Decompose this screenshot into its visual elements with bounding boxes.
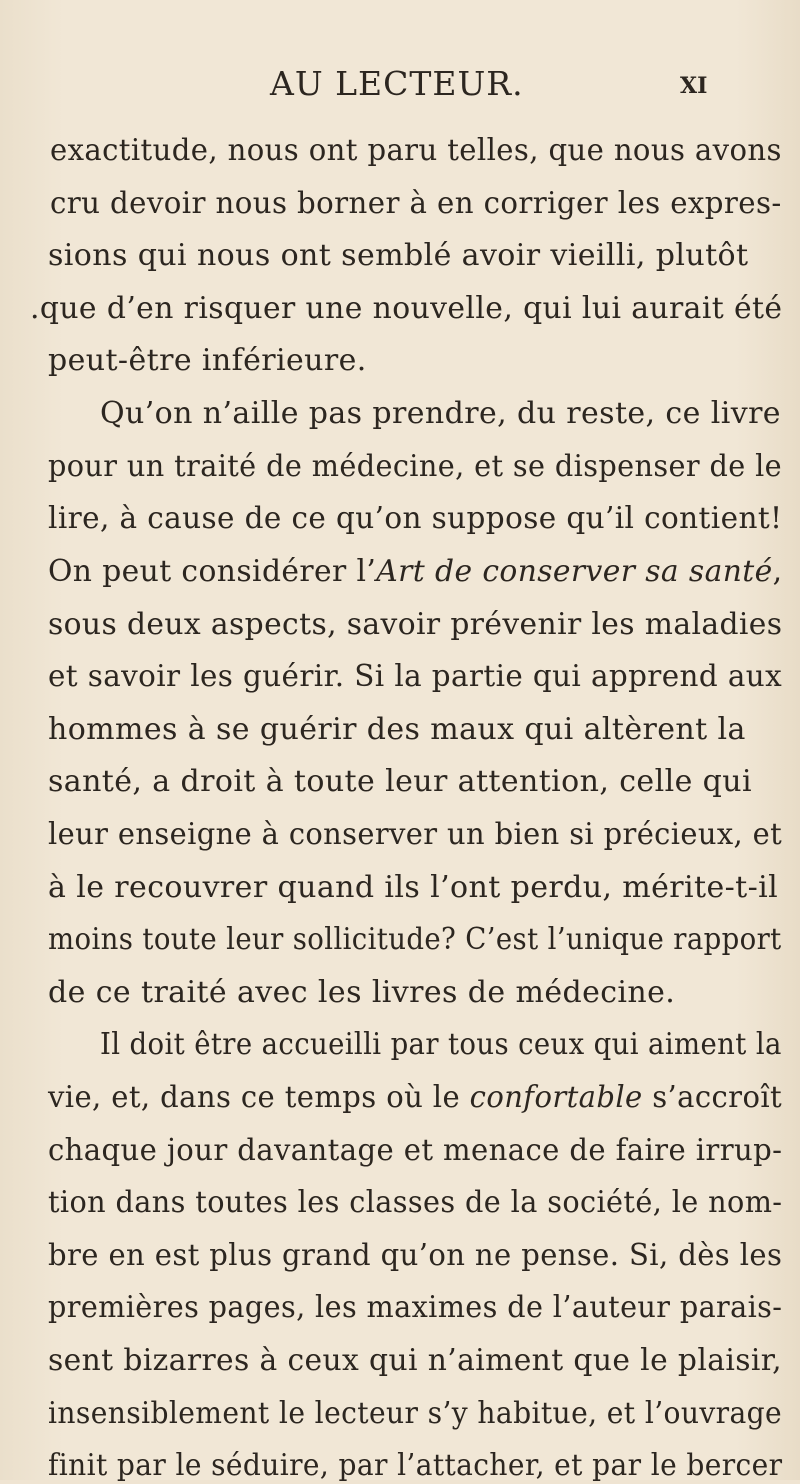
text-line: de ce traité avec les livres de médecine. — [48, 975, 676, 1010]
text-line: leur enseigne à conserver un bien si précieux, et — [48, 817, 783, 852]
text-line: pour un traité de médecine, et se dispenser de le — [48, 449, 783, 484]
text-segment: s’accroît — [642, 1080, 783, 1115]
text-line: sent bizarres à ceux qui n’aiment que le plaisir, — [48, 1343, 782, 1378]
text-segment: vie, et, dans ce temps où le — [48, 1080, 470, 1115]
page-number: XI — [680, 73, 708, 99]
text-line: santé, a droit à toute leur attention, celle qui — [48, 764, 752, 799]
text-line: peut-être inférieure. — [48, 343, 367, 378]
text-line: .que d’en risquer une nouvelle, qui lui aurait été — [30, 291, 783, 326]
text-line: chaque jour davantage et menace de faire irrup- — [48, 1133, 783, 1168]
text-line: bre en est plus grand qu’on ne pense. Si, dès les — [48, 1238, 783, 1273]
text-line: lire, à cause de ce qu’on suppose qu’il contient! — [48, 501, 783, 536]
text-line-with-title — [48, 554, 782, 590]
text-line-with-italic — [48, 1080, 782, 1116]
text-segment: On peut considérer l’ — [48, 554, 377, 589]
text-line: à le recouvrer quand ils l’ont perdu, mérite-t-il — [48, 870, 779, 905]
text-line: premières pages, les maximes de l’auteur parais- — [48, 1290, 783, 1325]
text-line: cru devoir nous borner à en corriger les expres- — [50, 186, 782, 221]
text-line: sions qui nous ont semblé avoir vieilli, plutôt — [48, 238, 749, 273]
running-head — [0, 64, 800, 104]
text-line: insensiblement le lecteur s’y habitue, et l’ouvrage — [48, 1396, 783, 1431]
text-line: et savoir les guérir. Si la partie qui apprend aux — [48, 659, 783, 694]
text-line: Il doit être accueilli par tous ceux qui aiment la — [100, 1027, 782, 1062]
text-line: hommes à se guérir des maux qui altèrent la — [48, 712, 746, 747]
book-title: Art de conserver sa santé — [376, 554, 773, 589]
text-line: sous deux aspects, savoir prévenir les maladies — [48, 607, 783, 642]
text-line: tion dans toutes les classes de la société, le nom- — [48, 1185, 783, 1220]
text-line: exactitude, nous ont paru telles, que nous avons — [50, 133, 782, 168]
text-line: moins toute leur sollicitude? C’est l’unique rapport — [48, 922, 782, 957]
running-head-title: AU LECTEUR. — [270, 64, 524, 103]
italic-word: confortable — [469, 1080, 643, 1115]
text-line: finit par le séduire, par l’attacher, et par le bercer — [48, 1448, 783, 1483]
text-segment: , — [772, 554, 783, 589]
text-line: Qu’on n’aille pas prendre, du reste, ce livre — [100, 396, 781, 431]
